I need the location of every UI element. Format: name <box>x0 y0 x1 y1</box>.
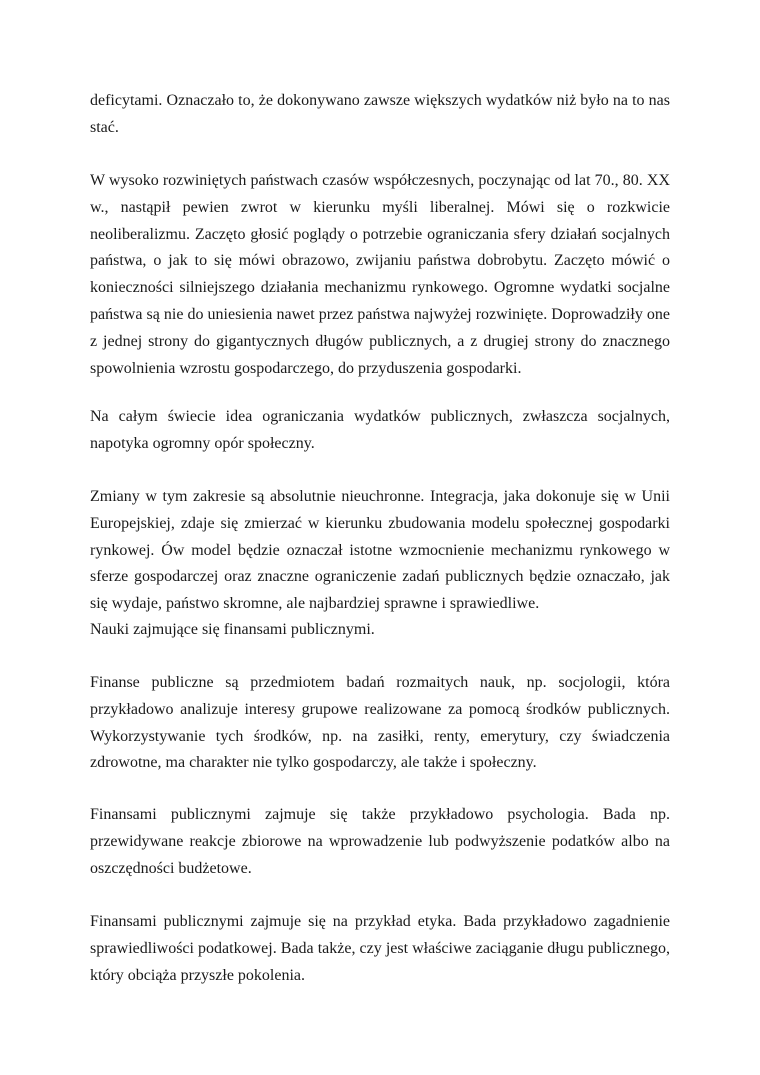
paragraph-ethics: Finansami publicznymi zajmuje się na przykład etyka. Bada przykładowo zagadnienie sprawiedliwości podatkowej. Bada także, czy jest właściwe zaciąganie długu publicznego, który obciąża przyszłe pokolenia. <box>90 913 670 984</box>
paragraph-neoliberalism: W wysoko rozwiniętych państwach czasów współczesnych, poczynając od lat 70., 80. XX w., nastąpił pewien zwrot w kierunku myśli liberalnej. Mówi się o rozkwicie neoliberalizmu. Zaczęto głosić poglądy o potrzebie ograniczania sfery działań socjalnych państwa, o jak to się mówi obrazowo, zwijaniu państwa dobrobytu. Zaczęto mówić o konieczności silniejszego działania mechanizmu rynkowego. Ogromne wydatki socjalne państwa są nie do uniesienia nawet przez państwa najwyżej rozwinięte. Doprowadziły one z jednej strony do gigantycznych długów publicznych, a z drugiej strony do znacznego spowolnienia wzrostu gospodarczego, do przyduszenia gospodarki. <box>90 172 670 377</box>
paragraph-sociology: Finanse publiczne są przedmiotem badań rozmaitych nauk, np. socjologii, która przykładowo analizuje interesy grupowe realizowane za pomocą środków publicznych. Wykorzystywanie tych środków, np. na zasiłki, renty, emerytury, czy świadczenia zdrowotne, ma charakter nie tylko gospodarczy, ale także i społeczny. <box>90 674 670 772</box>
paragraph-deficits: deficytami. Oznaczało to, że dokonywano zawsze większych wydatków niż było na to nas stać. <box>90 92 670 136</box>
section-heading-sciences: Nauki zajmujące się finansami publicznymi. <box>90 621 375 638</box>
paragraph-eu-changes: Zmiany w tym zakresie są absolutnie nieuchronne. Integracja, jaka dokonuje się w Unii Europejskiej, zdaje się zmierzać w kierunku zbudowania modelu społecznej gospodarki rynkowej. Ów model będzie oznaczał istotne wzmocnienie mechanizmu rynkowego w sferze gospodarczej oraz znaczne ograniczenie zadań publicznych będzie oznaczało, jak się wydaje, państwo skromne, ale najbardziej sprawne i sprawiedliwe. <box>90 488 670 613</box>
paragraph-social-resistance: Na całym świecie idea ograniczania wydatków publicznych, zwłaszcza socjalnych, napotyka ogromny opór społeczny. <box>90 408 670 452</box>
paragraph-psychology: Finansami publicznymi zajmuje się także przykładowo psychologia. Bada np. przewidywane reakcje zbiorowe na wprowadzenie lub podwyższenie podatków albo na oszczędności budżetowe. <box>90 806 670 877</box>
